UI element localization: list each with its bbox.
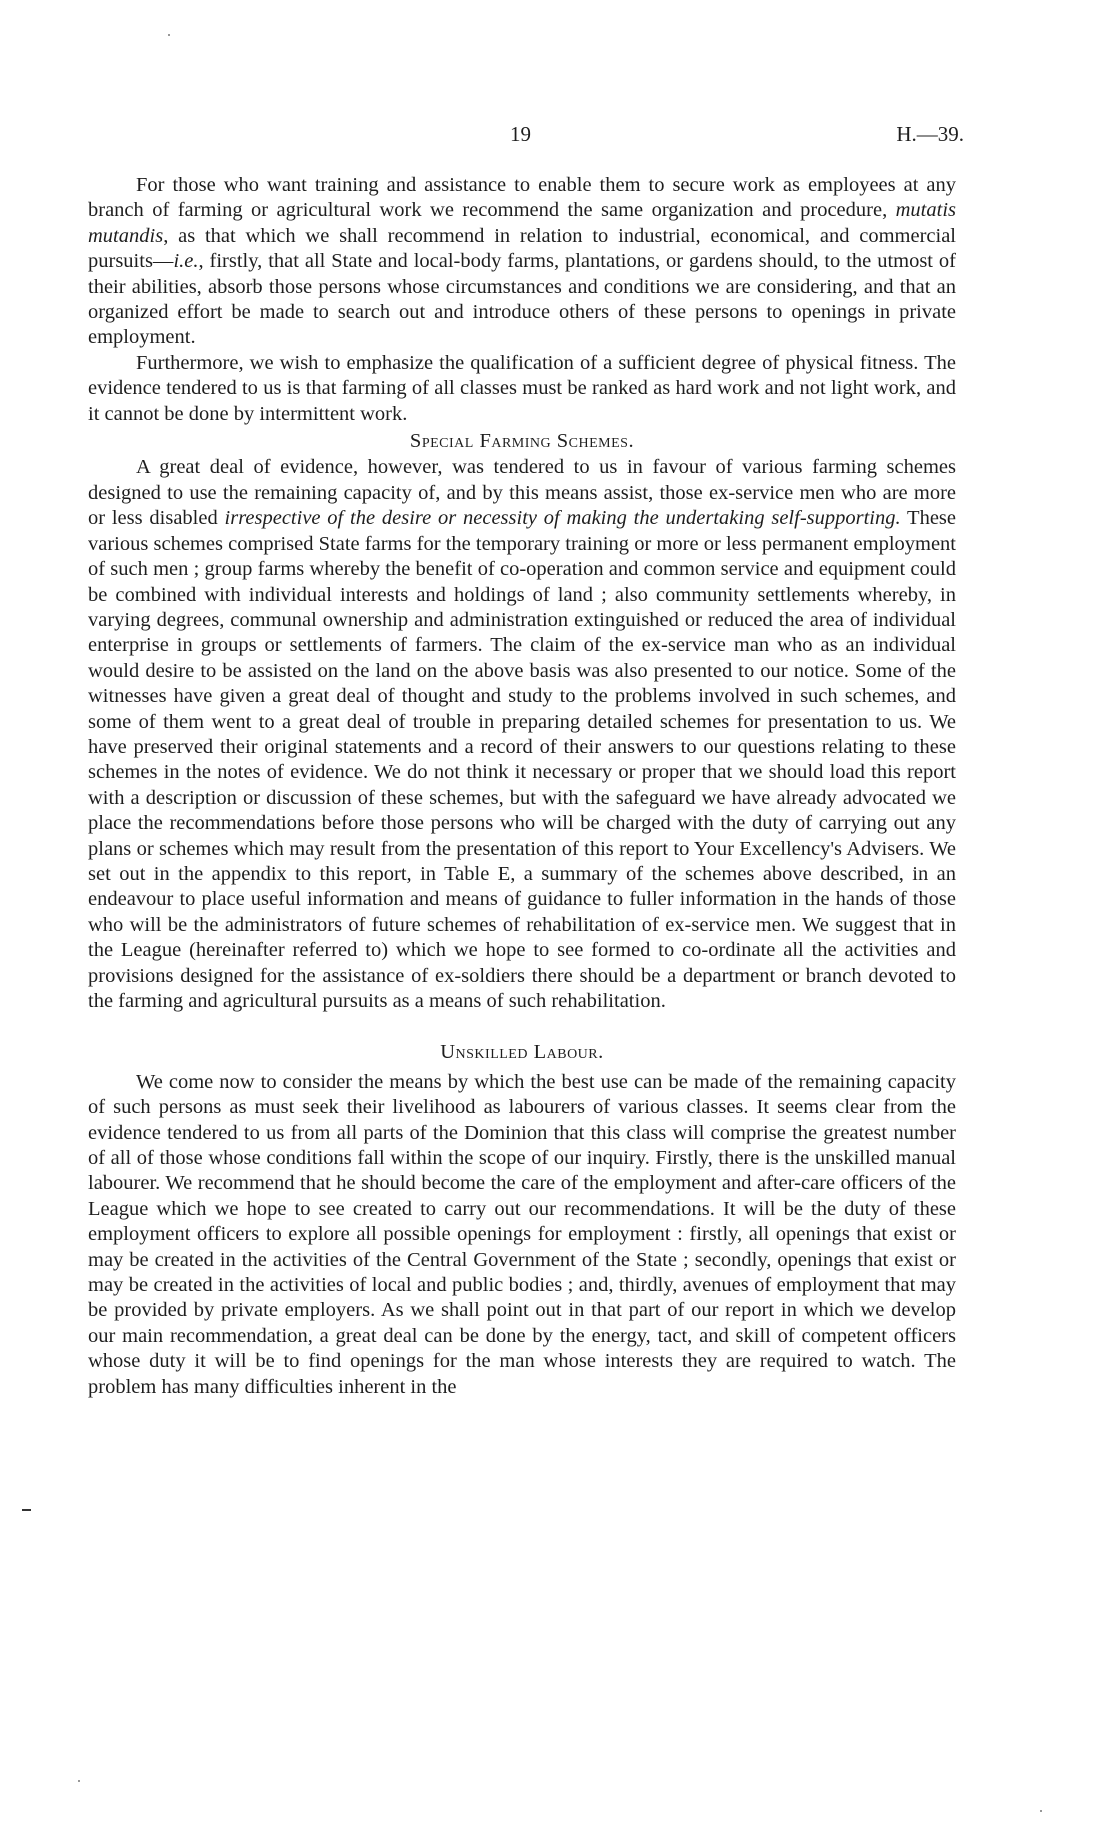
scan-speck: [168, 34, 170, 36]
paragraph-farming-schemes: [88, 455, 956, 1014]
paragraph-farming-employment: [88, 173, 956, 351]
page-header: [0, 122, 1114, 152]
scan-speck: [1040, 1810, 1042, 1812]
margin-dash-mark: [22, 1509, 31, 1511]
paragraph-text: , firstly, that all State and local-body farms, plantations, or gardens should, to the utmost of their abilities, absorb those persons whose circumstances and conditions we are considering, and that an organized effort be made to search out and introduce others of these persons to openings in private employment.: [88, 250, 956, 349]
paragraph-physical-fitness: Furthermore, we wish to emphasize the qualification of a sufficient degree of physical fitness. The evidence tendered to us is that farming of all classes must be ranked as hard work and not light work, and it cannot be done by intermittent work.: [88, 351, 956, 425]
italic-phrase: i.e.: [173, 250, 199, 273]
paragraph-text: For those who want training and assistance to enable them to secure work as employees at any branch of farming or agricultural work we recommend the same organization and procedure,: [88, 174, 956, 222]
section-heading-special-farming-schemes: Special Farming Schemes.: [409, 430, 635, 453]
italic-phrase: irrespective of the desire or necessity of making the undertaking self-supporting.: [224, 507, 901, 530]
section-heading-unskilled-labour: Unskilled Labour.: [440, 1041, 604, 1064]
italic-phrase: mutatis mutandis: [88, 199, 956, 247]
paragraph-text: , as that which we shall recommend in relation to industrial, economical, and commercial pursuits—: [88, 224, 956, 273]
paragraph-unskilled-labour: We come now to consider the means by which the best use can be made of the remaining capacity of such persons as must seek their livelihood as labourers of various classes. It seems clear from the evidence tendered to us from all parts of the Dominion that this class will comprise the greatest number of all of those whose conditions fall within the scope of our inquiry. Firstly, there is the unskilled manual labourer. We recommend that he should become the care of the employment and after-care officers of the League which we hope to see created to carry out our recommendations. It will be the duty of these employment officers to explore all possible openings for employment : firstly, all openings that exist or may be created in the activities of the Central Government of the State ; secondly, openings that exist or may be created in the activities of local and public bodies ; and, thirdly, avenues of employment that may be provided by private employers. As we shall point out in that part of our report in which we develop our main recommendation, a great deal can be done by the energy, tact, and skill of competent officers whose duty it will be to find openings for the man whose interests they are required to watch. The problem has many difficulties inherent in the: [88, 1070, 956, 1398]
body-text: [88, 173, 956, 1400]
paragraph-text: These various schemes comprised State farms for the temporary training or more or less permanent employment of such men ; group farms whereby the benefit of co-operation and common service and equipment could be combined with individual interests and holdings of land ; also community settlements whereby, in varying degrees, communal ownership and administration extinguished or reduced the area of individual enterprise in groups or settlements of farmers. The claim of the ex-service man who as an individual would desire to be assisted on the land on the above basis was also presented to our notice. Some of the witnesses have given a great deal of thought and study to the problems involved in such schemes, and some of them went to a great deal of trouble in preparing detailed schemes for presentation to us. We have preserved their original statements and a record of their answers to our questions relating to these schemes in the notes of evidence. We do not think it necessary or proper that we should load this report with a description or discussion of these schemes, but with the safeguard we have already advocated we place the recommendations before those persons who will be charged with the duty of carrying out any plans or schemes which may result from the presentation of this report to Your Excellency's Advisers. We set out in the appendix to this report, in Table E, a summary of the schemes above described, in an endeavour to place useful information and means of guidance to fuller information in the hands of those who will be the administrators of future schemes of rehabilitation of ex-service men. We suggest that in the League (hereinafter referred to) which we hope to see formed to co-ordinate all the activities and provisions designed for the assistance of ex-soldiers there should be a department or branch devoted to the farming and agricultural pursuits as a means of such rehabilitation.: [88, 507, 956, 1012]
page-number: 19: [510, 122, 531, 146]
scan-speck: [78, 1780, 80, 1782]
paragraph-text: A great deal of evidence, however, was tendered to us in favour of various farming schemes designed to use the remaining capacity of, and by this means assist, those ex-service men who are more or less disabled: [88, 456, 956, 530]
document-reference: H.—39.: [896, 122, 964, 146]
